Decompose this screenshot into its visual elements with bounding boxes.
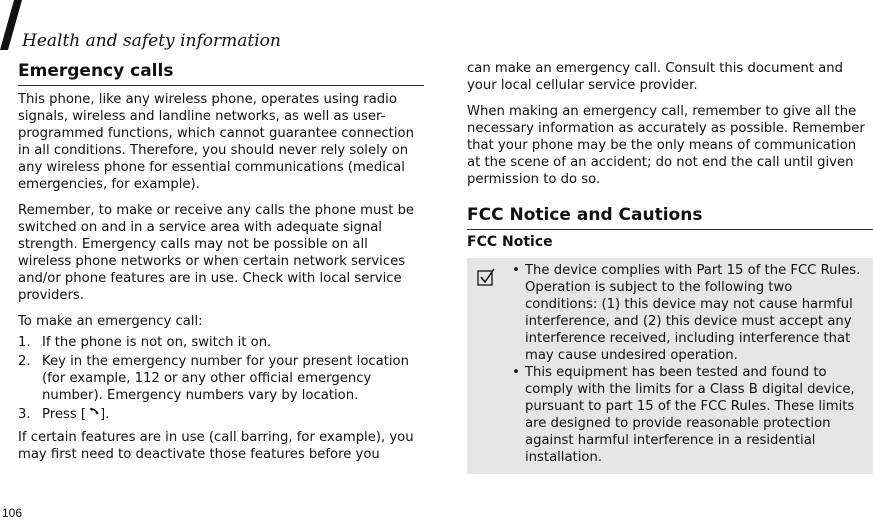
note-text: The device complies with Part 15 of the FCC Rules. Operation is subject to the following two conditions: (1) this device may not cause harmful interference, and (2) this device must accept any interference received, including interference that may cause undesired operation. bbox=[525, 263, 861, 363]
paragraph: If certain features are in use (call barring, for example), you may first need to deactivate those features before you bbox=[18, 430, 414, 462]
bullet: • bbox=[512, 263, 520, 278]
subheading-fcc-notice: FCC Notice bbox=[467, 234, 553, 250]
section-heading-emergency-calls: Emergency calls bbox=[18, 60, 424, 86]
step-text: If the phone is not on, switch it on. bbox=[42, 335, 272, 350]
fcc-notes-list bbox=[507, 262, 867, 466]
header-title: Health and safety information bbox=[22, 31, 281, 51]
emergency-steps-list bbox=[18, 334, 424, 423]
step-number: 2. bbox=[18, 354, 31, 369]
list-item bbox=[18, 353, 424, 404]
bullet: • bbox=[512, 365, 520, 380]
step-number: 1. bbox=[18, 335, 31, 350]
step-number: 3. bbox=[18, 407, 31, 422]
list-item bbox=[18, 334, 424, 351]
paragraph: To make an emergency call: bbox=[18, 314, 203, 329]
send-key-icon bbox=[86, 407, 100, 419]
note-text: This equipment has been tested and found to comply with the limits for a Class B digital device, pursuant to part 15 of the FCC Rules. These limits are designed to provide reasonable protection against harmful interference in a residential installation. bbox=[525, 365, 855, 465]
paragraph: can make an emergency call. Consult this document and your local cellular service provider. bbox=[467, 61, 843, 93]
paragraph: This phone, like any wireless phone, operates using radio signals, wireless and landline networks, as well as user-programmed functions, which cannot guarantee connection in all conditions. Therefore, you should never rely solely on any wireless phone for essential communications (medical emergencies, for example). bbox=[18, 92, 414, 192]
checkbox-note-icon bbox=[477, 268, 495, 286]
left-column bbox=[18, 60, 424, 472]
fcc-note-box bbox=[467, 258, 873, 474]
right-column bbox=[467, 60, 873, 474]
step-text bbox=[42, 406, 109, 423]
page-number: 106 bbox=[2, 506, 23, 520]
step-text-after: ]. bbox=[100, 407, 110, 422]
step-text: Key in the emergency number for your present location (for example, 112 or any other official emergency number). Emergency numbers vary by location. bbox=[42, 354, 409, 403]
section-heading-fcc: FCC Notice and Cautions bbox=[467, 204, 873, 230]
header-accent-bar bbox=[0, 0, 22, 50]
paragraph: When making an emergency call, remember to give all the necessary information as accurately as possible. Remember that your phone may be the only means of communication at the scene of an accident; do not end the call until given permission to do so. bbox=[467, 104, 865, 187]
list-item bbox=[18, 406, 424, 423]
list-item bbox=[507, 262, 867, 364]
paragraph: Remember, to make or receive any calls the phone must be switched on and in a service area with adequate signal strength. Emergency calls may not be possible on all wireless phone networks or when certain network services and/or phone features are in use. Check with local service providers. bbox=[18, 203, 415, 303]
list-item bbox=[507, 364, 867, 466]
step-text-before: Press [ bbox=[42, 407, 87, 422]
